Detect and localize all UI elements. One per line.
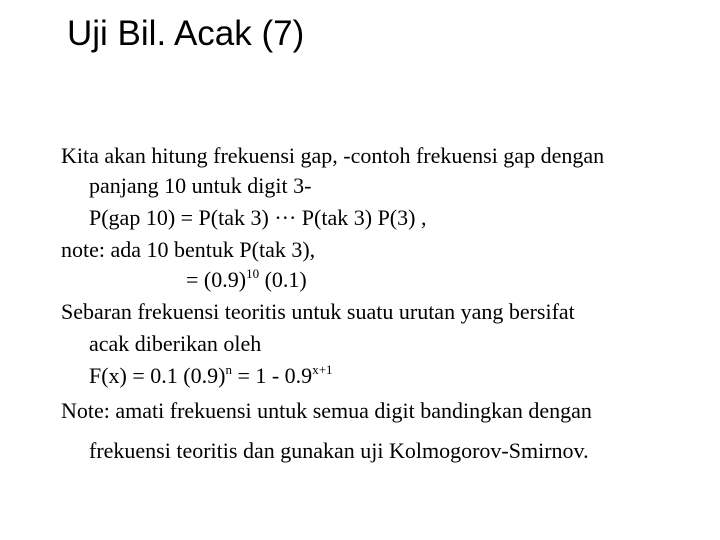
body-line-9: Note: amati frekuensi untuk semua digit bandingkan dengan [61,398,592,423]
formula-part: = (0.9) [186,267,247,292]
body-line-10: frekuensi teoritis dan gunakan uji Kolmogorov-Smirnov. [89,438,589,463]
body-line-6: Sebaran frekuensi teoritis untuk suatu urutan yang bersifat [61,299,575,324]
formula-exponent: n [225,362,232,377]
body-line-3: P(gap 10) = P(tak 3) ··· P(tak 3) P(3) , [89,205,427,230]
body-line-4: note: ada 10 bentuk P(tak 3), [61,237,316,262]
formula-part: (0.1) [259,267,307,292]
body-line-1: Kita akan hitung frekuensi gap, -contoh frekuensi gap dengan [61,143,605,168]
body-line-5 [186,267,307,296]
slide-title: Uji Bil. Acak (7) [67,14,305,53]
formula-exponent: 10 [246,266,260,281]
formula-part: = 1 - 0.9 [231,363,313,388]
body-line-8 [89,363,333,392]
body-line-7: acak diberikan oleh [89,331,262,356]
body-line-2: panjang 10 untuk digit 3- [89,173,312,198]
formula-part: F(x) = 0.1 (0.9) [89,363,226,388]
formula-exponent: x+1 [312,362,333,377]
